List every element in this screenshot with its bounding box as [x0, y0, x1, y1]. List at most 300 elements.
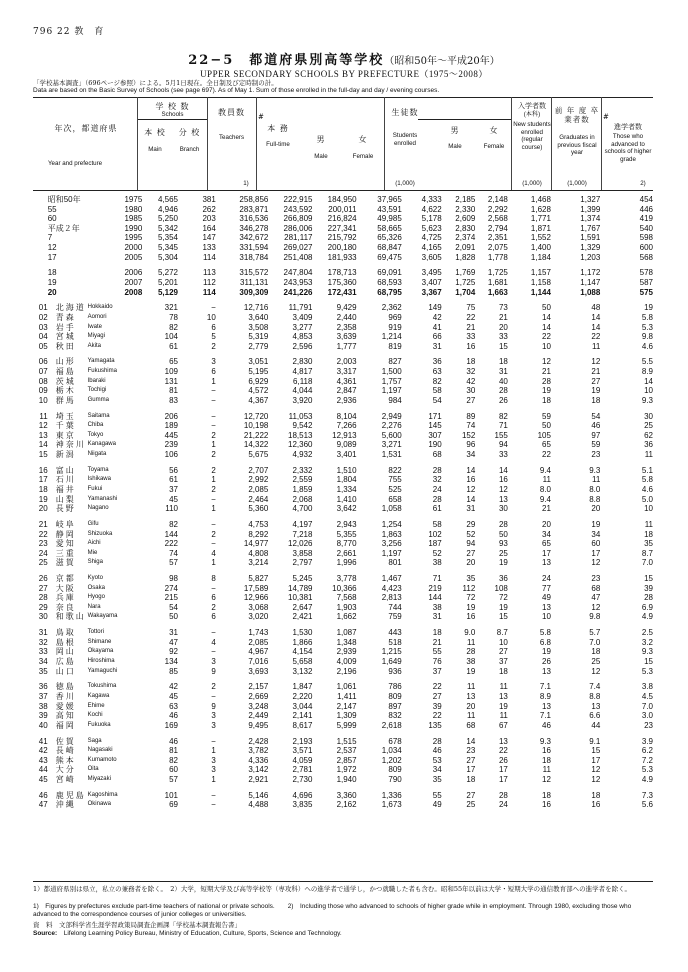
new-students-cell: 14	[542, 312, 551, 322]
graduates-cell: 11	[592, 475, 601, 485]
female-students-cell: 37	[498, 657, 508, 667]
new-students-cell: 8.9	[539, 692, 551, 701]
teachers-cell: 309,309	[239, 287, 269, 297]
advanced-cell: 5.0	[641, 494, 653, 504]
header-students-en: Students enrolled	[392, 132, 418, 147]
header-adv-jp: 進学者数	[614, 123, 642, 131]
main-schools-cell: 106	[164, 450, 178, 459]
footnote-jp: 1）都道府県別は県立，私立の兼務者を除く。 2）大学，短期大学及び高等学校等（専攻科）への進学者で通学し，かつ就職した者も含む。昭和55年以前は大学・短期大学の通信教育部への進学者を除く。	[33, 885, 632, 893]
advanced-cell: 5.1	[641, 465, 653, 475]
male-students-cell: 1,704	[455, 287, 476, 297]
header-year-jp: 年次，都道府県	[54, 124, 118, 133]
graduates-cell: 8.0	[589, 484, 601, 494]
prefecture-code: 09	[38, 386, 48, 396]
prefecture-row	[33, 495, 653, 505]
fulltime-teachers-cell: 3,277	[292, 322, 313, 332]
male-students-cell: 14	[466, 736, 476, 746]
students-cell: 32	[432, 475, 442, 485]
prefecture-name-jp: 和歌山	[55, 612, 86, 622]
students-cell: 21	[432, 637, 442, 647]
main-schools-cell: 134	[164, 657, 178, 667]
graduates-cell: 48	[591, 303, 601, 313]
female-teachers-cell: 58,665	[377, 223, 402, 233]
fulltime-teachers-cell: 2,421	[292, 612, 313, 622]
male-teachers-cell: 8,104	[336, 411, 357, 421]
male-teachers-cell: 178,713	[327, 268, 357, 278]
prefecture-name-jp: 愛媛	[55, 701, 76, 711]
students-cell: 46	[432, 746, 442, 756]
advanced-cell: 578	[639, 268, 653, 278]
source-text-jp: 文部科学省生涯学習政策局調査企画課「学校基本調査報告書」	[59, 921, 241, 929]
female-teachers-cell: 2,949	[381, 411, 402, 421]
header-grad-jp: 前 年 度 卒業者数	[554, 106, 600, 124]
teachers-cell: 8,292	[248, 529, 269, 539]
female-teachers-cell: 1,467	[381, 574, 402, 584]
fulltime-teachers-cell: 2,141	[292, 711, 313, 721]
graduates-cell: 54	[591, 411, 601, 421]
prefecture-name-en: Fukushima	[87, 368, 117, 375]
teachers-cell: 2,779	[248, 341, 269, 351]
main-schools-cell: 98	[169, 574, 178, 584]
male-teachers-cell: 1,309	[336, 711, 357, 721]
female-students-cell: 19	[498, 701, 508, 711]
prefecture-code: 44	[38, 765, 48, 775]
advanced-cell: 8.7	[641, 548, 653, 558]
branch-schools-cell: 1	[211, 558, 216, 568]
graduates-cell: 1,767	[580, 223, 601, 233]
female-teachers-cell: 801	[388, 558, 402, 568]
prefecture-name-en: Nagasaki	[87, 747, 113, 754]
teachers-cell: 5,827	[248, 574, 269, 584]
prefecture-name-jp: 島根	[55, 637, 76, 647]
male-teachers-cell: 3,317	[336, 367, 357, 377]
advanced-cell: 10	[644, 504, 653, 514]
prefecture-name-en: Saitama	[87, 412, 110, 419]
male-students-cell: 33	[466, 332, 476, 342]
students-cell: 28	[432, 494, 442, 504]
prefecture-name-jp: 山形	[55, 357, 76, 367]
male-teachers-cell: 181,933	[327, 252, 357, 262]
prefecture-row	[33, 574, 653, 584]
students-cell: 219	[428, 583, 442, 593]
students-cell: 3,605	[421, 252, 442, 262]
female-students-cell: 2,148	[487, 195, 508, 204]
year-row	[33, 205, 653, 215]
prefecture-code: 11	[39, 411, 48, 421]
source-text-en: Lifelong Learning Policy Bureau, Ministry of Education, Culture, Sports, Science and Technology.	[63, 930, 342, 937]
prefecture-row	[33, 377, 653, 387]
teachers-cell: 318,784	[239, 252, 269, 262]
students-cell: 102	[428, 529, 442, 539]
graduates-cell: 18	[591, 790, 601, 800]
title-jp: 22−5 都道府県別高等学校	[188, 53, 385, 68]
branch-schools-cell: 1	[211, 746, 216, 756]
year-ad: 1975	[124, 195, 143, 204]
prefecture-name-en: Tottori	[87, 629, 104, 636]
branch-schools-cell: −	[211, 303, 216, 313]
students-cell: 71	[432, 574, 442, 584]
prefecture-row	[33, 530, 653, 540]
fulltime-teachers-cell: 5,245	[292, 574, 313, 584]
graduates-cell: 1,203	[580, 252, 601, 262]
male-teachers-cell: 2,939	[336, 647, 357, 657]
male-students-cell: 32	[466, 367, 476, 377]
students-cell: 22	[432, 711, 442, 721]
prefecture-name-en: Niigata	[87, 451, 107, 457]
fulltime-teachers-cell: 3,044	[292, 701, 313, 711]
branch-schools-cell: −	[211, 628, 216, 638]
female-students-cell: 25	[498, 548, 508, 558]
graduates-cell: 47	[591, 593, 601, 603]
students-cell: 28	[432, 465, 442, 475]
prefecture-name-en: Yamanashi	[87, 495, 118, 502]
graduates-cell: 1,591	[580, 233, 601, 243]
prefecture-code: 04	[38, 332, 48, 342]
prefecture-name-jp: 岐阜	[55, 519, 76, 529]
main-schools-cell: 92	[169, 647, 178, 657]
graduates-cell: 60	[591, 539, 601, 549]
header-smale-en: Male	[448, 143, 462, 150]
graduates-cell: 1,327	[580, 195, 601, 204]
students-cell: 3,407	[421, 277, 442, 287]
advanced-cell: 39	[644, 583, 653, 593]
female-teachers-cell: 1,649	[381, 657, 402, 667]
graduates-cell: 17	[591, 755, 601, 765]
prefecture-row	[33, 800, 653, 810]
branch-schools-cell: −	[211, 800, 216, 810]
branch-schools-cell: 133	[202, 242, 216, 252]
graduates-cell: 18	[591, 395, 601, 405]
graduates-cell: 12	[591, 602, 601, 612]
prefecture-row	[33, 775, 653, 785]
prefecture-name-jp: 愛知	[55, 539, 76, 549]
male-students-cell: 1,828	[455, 252, 476, 262]
male-teachers-cell: 200,180	[327, 242, 357, 252]
fulltime-teachers-cell: 3,132	[292, 666, 313, 676]
female-teachers-cell: 1,058	[381, 504, 402, 514]
prefecture-row	[33, 628, 653, 638]
branch-schools-cell: −	[211, 494, 216, 504]
prefecture-name-en: Shiga	[87, 559, 103, 566]
prefecture-row	[33, 412, 653, 422]
male-teachers-cell: 1,804	[336, 475, 357, 485]
advanced-cell: 15	[644, 657, 653, 667]
teachers-cell: 10,198	[243, 421, 269, 431]
main-schools-cell: 82	[169, 322, 178, 332]
graduates-cell: 17	[591, 548, 601, 558]
prefecture-row	[33, 386, 653, 396]
branch-schools-cell: 113	[203, 268, 216, 278]
female-students-cell: 1,663	[487, 287, 508, 297]
prefecture-row	[33, 593, 653, 603]
teachers-cell: 6,929	[248, 376, 269, 386]
branch-schools-cell: 1	[211, 475, 216, 485]
advanced-cell: 14	[644, 376, 653, 386]
female-teachers-cell: 3,256	[381, 539, 402, 549]
header-year-en: Year and prefecture	[48, 160, 103, 167]
male-students-cell: 12	[466, 484, 476, 494]
prefecture-name-en: Nagano	[87, 505, 109, 512]
advanced-cell: 446	[639, 204, 653, 214]
teachers-cell: 3,782	[248, 746, 269, 756]
students-cell: 4,333	[421, 195, 442, 204]
prefecture-code: 43	[38, 755, 48, 765]
female-teachers-cell: 1,214	[381, 332, 402, 342]
main-schools-cell: 74	[169, 548, 178, 558]
new-students-cell: 18	[542, 395, 551, 405]
teachers-cell: 2,464	[248, 494, 269, 504]
header-main-jp: 本 校	[144, 128, 166, 137]
advanced-cell: 5.8	[641, 312, 653, 322]
female-teachers-cell: 443	[388, 628, 402, 638]
male-students-cell: 72	[466, 593, 476, 603]
graduates-cell: 12	[591, 774, 601, 784]
branch-schools-cell: 1	[211, 504, 216, 514]
prefecture-row	[33, 746, 653, 756]
students-cell: 27	[432, 692, 442, 701]
male-teachers-cell: 9,429	[336, 303, 357, 313]
prefecture-name-en: Chiba	[87, 422, 104, 429]
students-cell: 55	[432, 647, 442, 657]
prefecture-name-jp: 茨城	[55, 376, 76, 386]
prefecture-name-en: Mie	[87, 549, 98, 556]
fulltime-teachers-cell: 2,596	[292, 341, 313, 351]
male-teachers-cell: 5,355	[336, 529, 357, 539]
advanced-cell: 419	[639, 214, 653, 224]
female-students-cell: 13	[498, 736, 508, 746]
teachers-cell: 2,428	[248, 736, 269, 746]
prefecture-code: 18	[38, 484, 48, 494]
advanced-cell: 36	[644, 440, 653, 450]
female-teachers-cell: 518	[388, 637, 402, 647]
advanced-cell: 6.9	[641, 602, 653, 612]
female-students-cell: 82	[498, 411, 508, 421]
graduates-cell: 20	[591, 504, 601, 514]
female-teachers-cell: 525	[388, 484, 402, 494]
prefecture-name-jp: 青森	[55, 312, 76, 322]
fulltime-teachers-cell: 4,696	[292, 790, 313, 800]
branch-schools-cell: 114	[203, 252, 216, 262]
main-schools-cell: 131	[164, 376, 178, 386]
prefecture-name-en: Toyama	[87, 466, 109, 473]
students-cell: 34	[432, 765, 442, 775]
teachers-cell: 346,278	[239, 223, 269, 233]
new-students-cell: 26	[542, 657, 551, 667]
female-teachers-cell: 2,276	[381, 421, 402, 431]
students-cell: 58	[432, 519, 442, 529]
prefecture-name-jp: 石川	[55, 475, 76, 485]
fulltime-teachers-cell: 18,513	[288, 430, 313, 440]
branch-schools-cell: −	[211, 395, 216, 405]
male-teachers-cell: 3,401	[336, 450, 357, 459]
teachers-cell: 258,856	[239, 195, 269, 204]
graduates-cell: 21	[591, 367, 601, 377]
blank-cell	[33, 205, 48, 215]
male-teachers-cell: 2,162	[336, 800, 357, 810]
graduates-cell: 22	[591, 332, 601, 342]
new-students-cell: 65	[542, 539, 551, 549]
male-teachers-cell: 2,857	[336, 755, 357, 765]
prefecture-name-jp: 宮城	[55, 332, 76, 342]
header-smale-jp: 男	[450, 126, 460, 135]
prefecture-row	[33, 450, 653, 460]
prefecture-name-jp: 群馬	[55, 395, 76, 405]
graduates-cell: 8.8	[589, 692, 601, 701]
fulltime-teachers-cell: 2,647	[292, 602, 313, 612]
female-teachers-cell: 68,847	[377, 242, 402, 252]
female-students-cell: 21	[498, 312, 508, 322]
male-students-cell: 35	[466, 574, 476, 584]
advanced-cell: 600	[639, 242, 653, 252]
students-cell: 53	[432, 755, 442, 765]
female-students-cell: 2,568	[487, 214, 508, 224]
graduates-cell: 19	[591, 519, 601, 529]
female-students-cell: 1,725	[487, 268, 508, 278]
prefecture-name-en: Kumamoto	[87, 756, 117, 763]
prefecture-row	[33, 303, 653, 313]
branch-schools-cell: 6	[211, 367, 216, 377]
main-schools-cell: 109	[164, 367, 178, 377]
prefecture-code: 32	[38, 637, 48, 647]
female-students-cell: 28	[498, 386, 508, 396]
advanced-cell: 23	[644, 720, 653, 730]
fulltime-teachers-cell: 7,218	[292, 529, 313, 539]
female-teachers-cell: 43,591	[377, 204, 402, 214]
main-schools-cell: 54	[169, 602, 178, 612]
new-students-cell: 28	[542, 376, 551, 386]
prefecture-code: 16	[38, 465, 48, 475]
new-students-cell: 12	[542, 357, 551, 367]
new-students-cell: 13	[542, 701, 551, 711]
teachers-cell: 283,871	[239, 204, 269, 214]
male-students-cell: 96	[466, 440, 476, 450]
advanced-cell: 5.3	[641, 322, 653, 332]
teachers-cell: 2,707	[248, 465, 269, 475]
female-students-cell: 28	[498, 790, 508, 800]
prefecture-name-en: Okayama	[87, 648, 114, 655]
prefecture-row	[33, 475, 653, 485]
title-period: （昭和50年～平成20年）	[384, 56, 500, 67]
prefecture-name-jp: 広島	[55, 657, 76, 667]
fulltime-teachers-cell: 3,571	[292, 746, 313, 756]
table-bottom-rule	[33, 881, 653, 882]
graduates-cell: 34	[591, 529, 601, 539]
graduates-cell: 7.4	[589, 682, 601, 692]
teachers-cell: 3,248	[248, 701, 269, 711]
prefecture-name-en: Miyazaki	[87, 775, 111, 782]
graduates-cell: 9.1	[589, 736, 601, 746]
prefecture-name-en: Kyoto	[87, 575, 103, 582]
year-jp: 7	[47, 233, 53, 243]
female-students-cell: 1,778	[487, 252, 508, 262]
year-row	[33, 243, 653, 253]
main-schools-cell: 85	[169, 666, 178, 676]
students-cell: 3,495	[421, 268, 442, 278]
graduates-cell: 23	[591, 574, 601, 584]
teachers-cell: 2,992	[248, 475, 269, 485]
new-students-cell: 9.4	[539, 494, 551, 504]
main-schools-cell: 4,565	[157, 195, 178, 204]
prefecture-name-jp: 三重	[55, 548, 76, 558]
male-teachers-cell: 12,913	[332, 430, 357, 440]
fulltime-teachers-cell: 4,059	[292, 755, 313, 765]
male-teachers-cell: 2,943	[336, 519, 357, 529]
prefecture-row	[33, 539, 653, 549]
prefecture-row	[33, 737, 653, 747]
male-students-cell: 74	[466, 421, 476, 431]
male-teachers-cell: 4,009	[336, 657, 357, 667]
female-students-cell: 94	[498, 440, 508, 450]
new-students-cell: 1,771	[530, 214, 551, 224]
branch-schools-cell: 1	[211, 440, 216, 450]
male-teachers-cell: 2,358	[336, 322, 357, 332]
year-jp: 55	[47, 204, 57, 214]
female-students-cell: 2,351	[487, 233, 508, 243]
prefecture-code: 10	[38, 395, 48, 405]
graduates-cell: 14	[591, 312, 601, 322]
students-cell: 28	[432, 736, 442, 746]
year-row	[33, 253, 653, 263]
branch-schools-cell: 9	[211, 666, 216, 676]
year-row	[33, 214, 653, 224]
advanced-cell: 7.0	[641, 701, 653, 711]
teachers-cell: 14,977	[243, 539, 269, 549]
prefecture-code: 06	[38, 357, 48, 367]
year-jp: 19	[47, 277, 57, 287]
new-students-cell: 24	[542, 574, 551, 584]
prefecture-code: 19	[38, 494, 48, 504]
source-en	[33, 930, 342, 938]
male-teachers-cell: 1,087	[336, 628, 357, 638]
female-students-cell: 18	[498, 357, 508, 367]
advanced-cell: 9.8	[641, 332, 653, 342]
new-students-cell: 6.8	[539, 637, 551, 647]
graduates-cell: 12	[591, 666, 601, 676]
main-schools-cell: 81	[169, 746, 178, 756]
blank-cell	[33, 278, 48, 288]
male-students-cell: 2,830	[455, 223, 476, 233]
data-table	[33, 195, 653, 810]
students-cell: 307	[428, 430, 442, 440]
prefecture-row	[33, 612, 653, 622]
fulltime-teachers-cell: 11,053	[288, 411, 313, 421]
new-students-cell: 1,158	[530, 277, 551, 287]
students-cell: 187	[428, 539, 442, 549]
prefecture-name-en: Oita	[87, 766, 99, 773]
header-branch-en: Branch	[179, 146, 200, 153]
header-male-jp: 男	[316, 135, 326, 144]
female-students-cell: 22	[498, 746, 508, 756]
graduates-cell: 1,399	[580, 204, 601, 214]
blank-cell	[33, 243, 48, 253]
new-students-cell: 49	[542, 593, 551, 603]
female-students-cell: 30	[498, 504, 508, 514]
advanced-cell: 4.6	[641, 484, 653, 494]
header-students-unit: (1,000)	[395, 180, 415, 187]
advanced-cell: 3.9	[641, 736, 653, 746]
female-teachers-cell: 809	[388, 692, 402, 701]
fulltime-teachers-cell: 4,044	[292, 386, 313, 396]
branch-schools-cell: 1	[211, 376, 216, 386]
female-students-cell: 8.7	[496, 628, 508, 638]
students-cell: 171	[428, 411, 442, 421]
prefecture-name-jp: 滋賀	[55, 558, 76, 568]
prefecture-code: 34	[38, 657, 48, 667]
main-schools-cell: 61	[169, 341, 178, 351]
new-students-cell: 7.1	[539, 711, 551, 721]
male-students-cell: 152	[461, 430, 476, 440]
students-cell: 76	[432, 657, 442, 667]
